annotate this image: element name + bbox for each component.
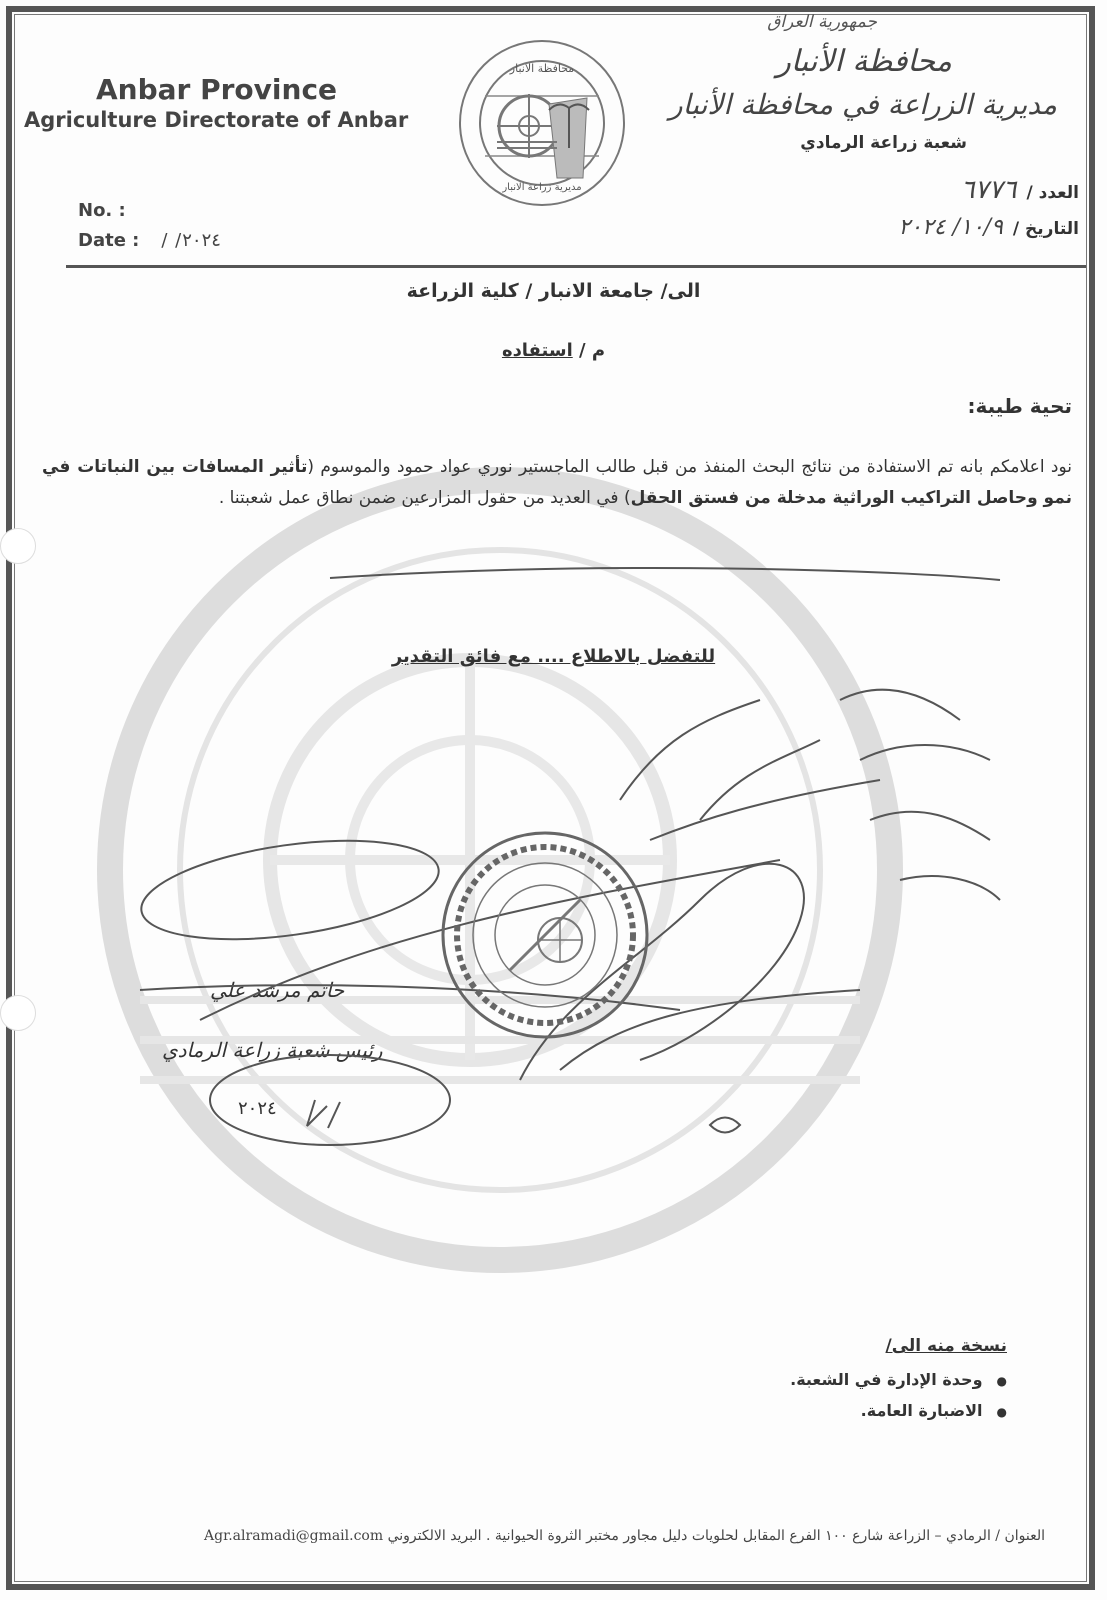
ar-province-title: محافظة الأنبار — [776, 44, 952, 79]
greeting: تحية طيبة: — [967, 394, 1072, 418]
en-province-title: Anbar Province — [96, 73, 338, 106]
letter-body — [42, 452, 1072, 514]
subject-prefix: م / — [579, 340, 606, 361]
body-text-part1: نود اعلامكم بانه تم الاستفادة من نتائج البحث المنفذ من قبل طالب الماجستير نوري عواد حمود والموسوم ( — [307, 457, 1072, 477]
body-text-part2: ) في العديد من حقول المزارعين ضمن نطاق عمل شعبتنا . — [218, 488, 631, 508]
closing-line — [0, 646, 1107, 667]
signatory-name: حاتم مرشد علي — [210, 978, 345, 1002]
ar-date-field — [898, 215, 1079, 240]
ar-number-field — [961, 175, 1079, 205]
en-number-label: No. : — [78, 200, 126, 221]
ar-number-value: ٦٧٧٦ — [960, 175, 1017, 205]
signatory-title: رئيس شعبة زراعة الرمادي — [162, 1038, 383, 1062]
subject-text: استفاده — [501, 340, 573, 361]
logo-text-bottom: مديرية زراعة الانبار — [502, 182, 582, 193]
footer-address: العنوان / الرمادي – الزراعة شارع ١٠٠ الفرع المقابل لحلويات دليل مجاور مختبر الثروة الحيوانية . البريد الالكتروني Agr.alramadi@gmail.com — [204, 1528, 1045, 1544]
ar-date-value: ١٠/٩/ ٢٠٢٤ — [898, 215, 1003, 240]
ar-republic-title: جمهورية العراق — [767, 12, 877, 32]
en-date-label: Date : — [78, 230, 140, 251]
punch-hole — [0, 528, 36, 564]
en-date-value: / /٢٠٢٤ — [161, 230, 221, 251]
header-divider — [66, 265, 1086, 268]
directorate-logo — [457, 38, 627, 208]
recipient-line: الى/ جامعة الانبار / كلية الزراعة — [406, 280, 701, 302]
en-directorate-subtitle: Agriculture Directorate of Anbar — [24, 108, 409, 132]
signature-date: ٢٠٢٤ — [238, 1098, 277, 1119]
cc-item: ● وحدة الإدارة في الشعبة. — [790, 1370, 1007, 1389]
cc-heading: نسخة منه الى/ — [885, 1336, 1007, 1356]
en-date-field — [78, 230, 221, 251]
cc-item: ● الاضبارة العامة. — [790, 1401, 1007, 1420]
ar-directorate-title: مديرية الزراعة في محافظة الأنبار — [669, 88, 1057, 121]
punch-hole — [0, 995, 36, 1031]
research-title: تأثير المسافات بين النباتات في نمو وحاصل التراكيب الوراثية مدخلة من فستق الحقل — [42, 457, 1072, 508]
ar-branch-title: شعبة زراعة الرمادي — [800, 133, 967, 153]
closing-text: للتفضل بالاطلاع .... مع فائق التقدير — [391, 646, 716, 667]
ar-date-label: التاريخ / — [1012, 219, 1079, 239]
subject-line — [0, 340, 1107, 361]
cc-list — [790, 1370, 1007, 1432]
ar-number-label: العدد / — [1026, 183, 1079, 203]
logo-text-top: محافظة الانبار — [509, 62, 575, 75]
